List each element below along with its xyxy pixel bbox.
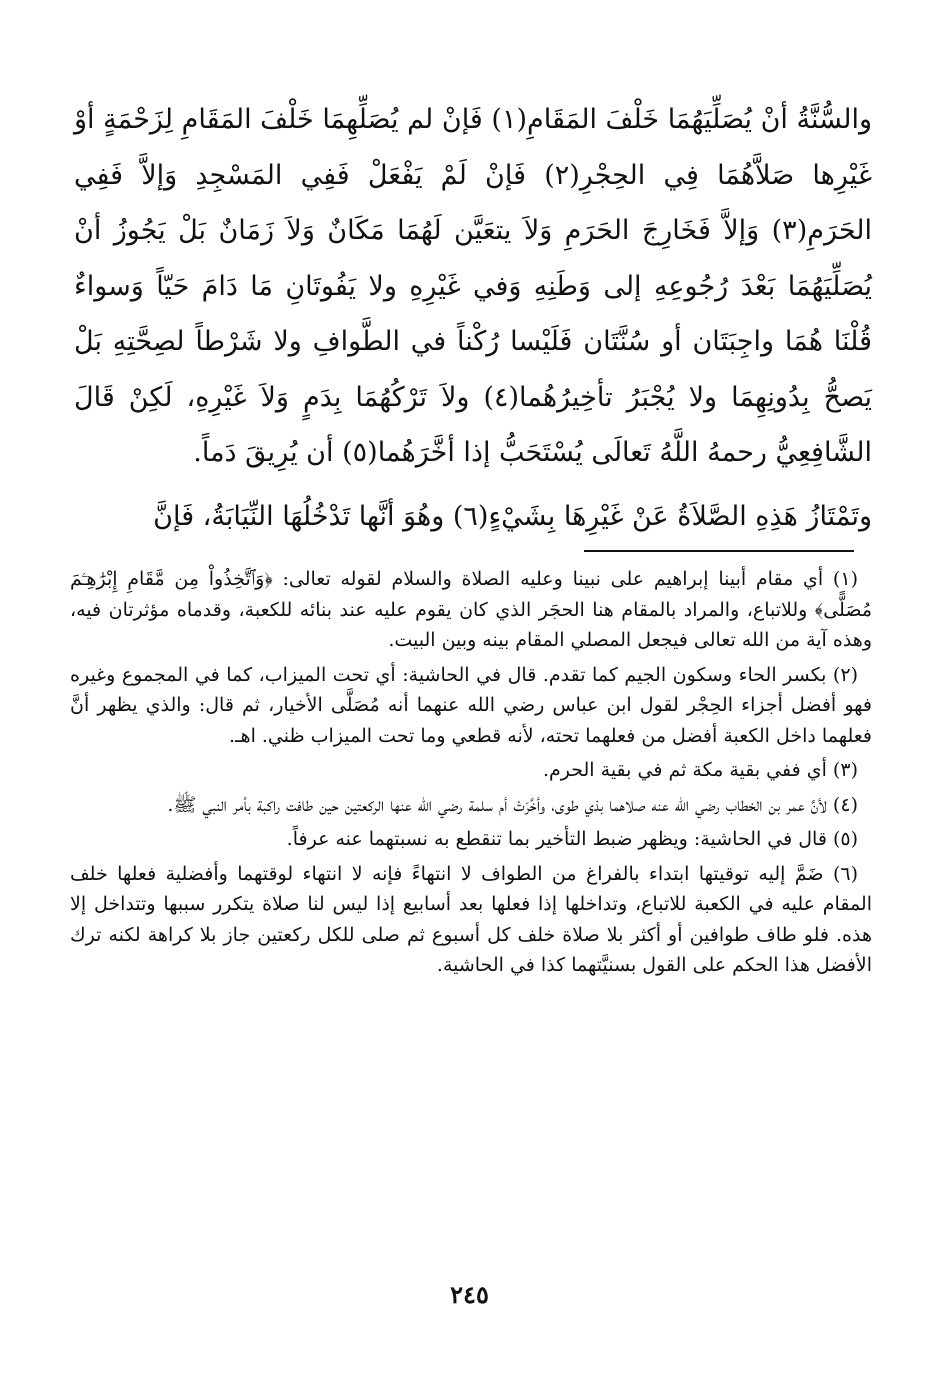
footnote-4: (٤) لأنَّ عمر بن الخطاب رضي الله عنه صلاهما بذي طوى، وأخَّرَتْ أم سلمة رضي الله عنها الركعتين حين طافت راكبة بأمر النبي ﷺ. xyxy=(167,793,858,816)
footnote-5: (٥) قال في الحاشية: ويظهر ضبط التأخير بما تنقطع به نسبتهما عنه عرفاً. xyxy=(286,828,858,850)
main-paragraph-1: والسُّنَّةُ أنْ يُصَلِّيَهُمَا خَلْفَ المَقَامِ(١) فَإنْ لم يُصَلِّهِمَا خَلْفَ المَقَامِ لِزَحْمَةٍ أوْ غَيْرِها صَلاَّهُمَا فِي الحِجْرِ(٢) فَإنْ لَمْ يَفْعَلْ فَفِي المَسْجِدِ وَإلاَّ فَفِي الحَرَمِ(٣) وَإلاَّ فَخَارِجَ الحَرَمِ وَلاَ يتعَيَّن لَهُمَا مَكَانٌ وَلاَ زَمَانٌ بَلْ يَجُوزُ أنْ يُصَلِّيَهُمَا بَعْدَ رُجُوعِهِ إلى وَطَنِهِ وَفي غَيْرِهِ ولا يَفُوتَانِ مَا دَامَ حَيّاً وَسواءٌ قُلْنَا هُمَا واجِبَتَان أو سُنَّتَان فَلَيْسا رُكْناً في الطَّوافِ ولا شَرْطاً لصِحَّتِهِ بَلْ يَصحُّ بِدُونِهِمَا ولا يُجْبَرُ تأخِيرُهُما(٤) ولاَ تَرْكُهُمَا بِدَمٍ وَلاَ غَيْرِهِ، لَكِنْ قَالَ الشَّافِعِيُّ رحمهُ اللَّهُ تَعالَى يُسْتَحَبُّ إذا أخَّرَهُما(٥) أن يُرِيقَ دَماً. xyxy=(74,104,873,468)
main-paragraph-2: وتَمْتَازُ هَذِهِ الصَّلاَةُ عَنْ غَيْرِهَا بِشَيْءٍ(٦) وهُوَ أنَّها تَدْخُلُهَا النِّيَابَةُ، فَإنَّ xyxy=(153,500,872,532)
footnote-separator xyxy=(584,550,854,552)
page-number: ٢٤٥ xyxy=(450,1280,489,1309)
main-text xyxy=(74,92,872,544)
footnote-6: (٦) ضَمَّ إليه توقيتها ابتداء بالفراغ من الطواف لا انتهاءً فإنه لا انتهاء لوقتهما وأفضلية فعلها خلف المقام عليه في الكعبة للاتباع، وتداخلها إذا فعلها بعد أسابيع إذا ليس لنا صلاة يتكرر سببها وتتداخل إلا هذه. فلو طاف طوافين أو أكثر بلا صلاة خلف كل أسبوع ثم صلى للكل ركعتين جاز بلا كراهة لكنه ترك الأفضل هذا الحكم على القول بسنيَّتهما كذا في الحاشية. xyxy=(70,862,872,976)
footnote-1: (١) أي مقام أبينا إبراهيم على نبينا وعليه الصلاة والسلام لقوله تعالى: ﴿وَٱتَّخِذُواْ مِن مَّقَامِ إِبْرَٰهِـۧمَ مُصَلًّى﴾ وللاتباع، والمراد بالمقام هنا الحجَر الذي كان يقوم عليه عند بنائه للكعبة، وقدماه مؤثرتان فيه، وهذه آية من الله تعالى فيجعل المصلي المقام بينه وبين البيت. xyxy=(70,568,872,651)
footnote-2: (٢) بكسر الحاء وسكون الجيم كما تقدم. قال في الحاشية: أي تحت الميزاب، كما في المجموع وغيره فهو أفضل أجزاء الحِجْر لقول ابن عباس رضي الله عنهما أنه مُصَلَّى الأخيار، ثم قال: والذي يظهر أنَّ فعلهما داخل الكعبة أفضل من فعلهما تحته، لأنه قطعي وما تحت الميزاب ظني. اهـ. xyxy=(70,663,872,747)
footnotes xyxy=(70,564,872,985)
footnote-3: (٣) أي ففي بقية مكة ثم في بقية الحرم. xyxy=(542,759,858,781)
